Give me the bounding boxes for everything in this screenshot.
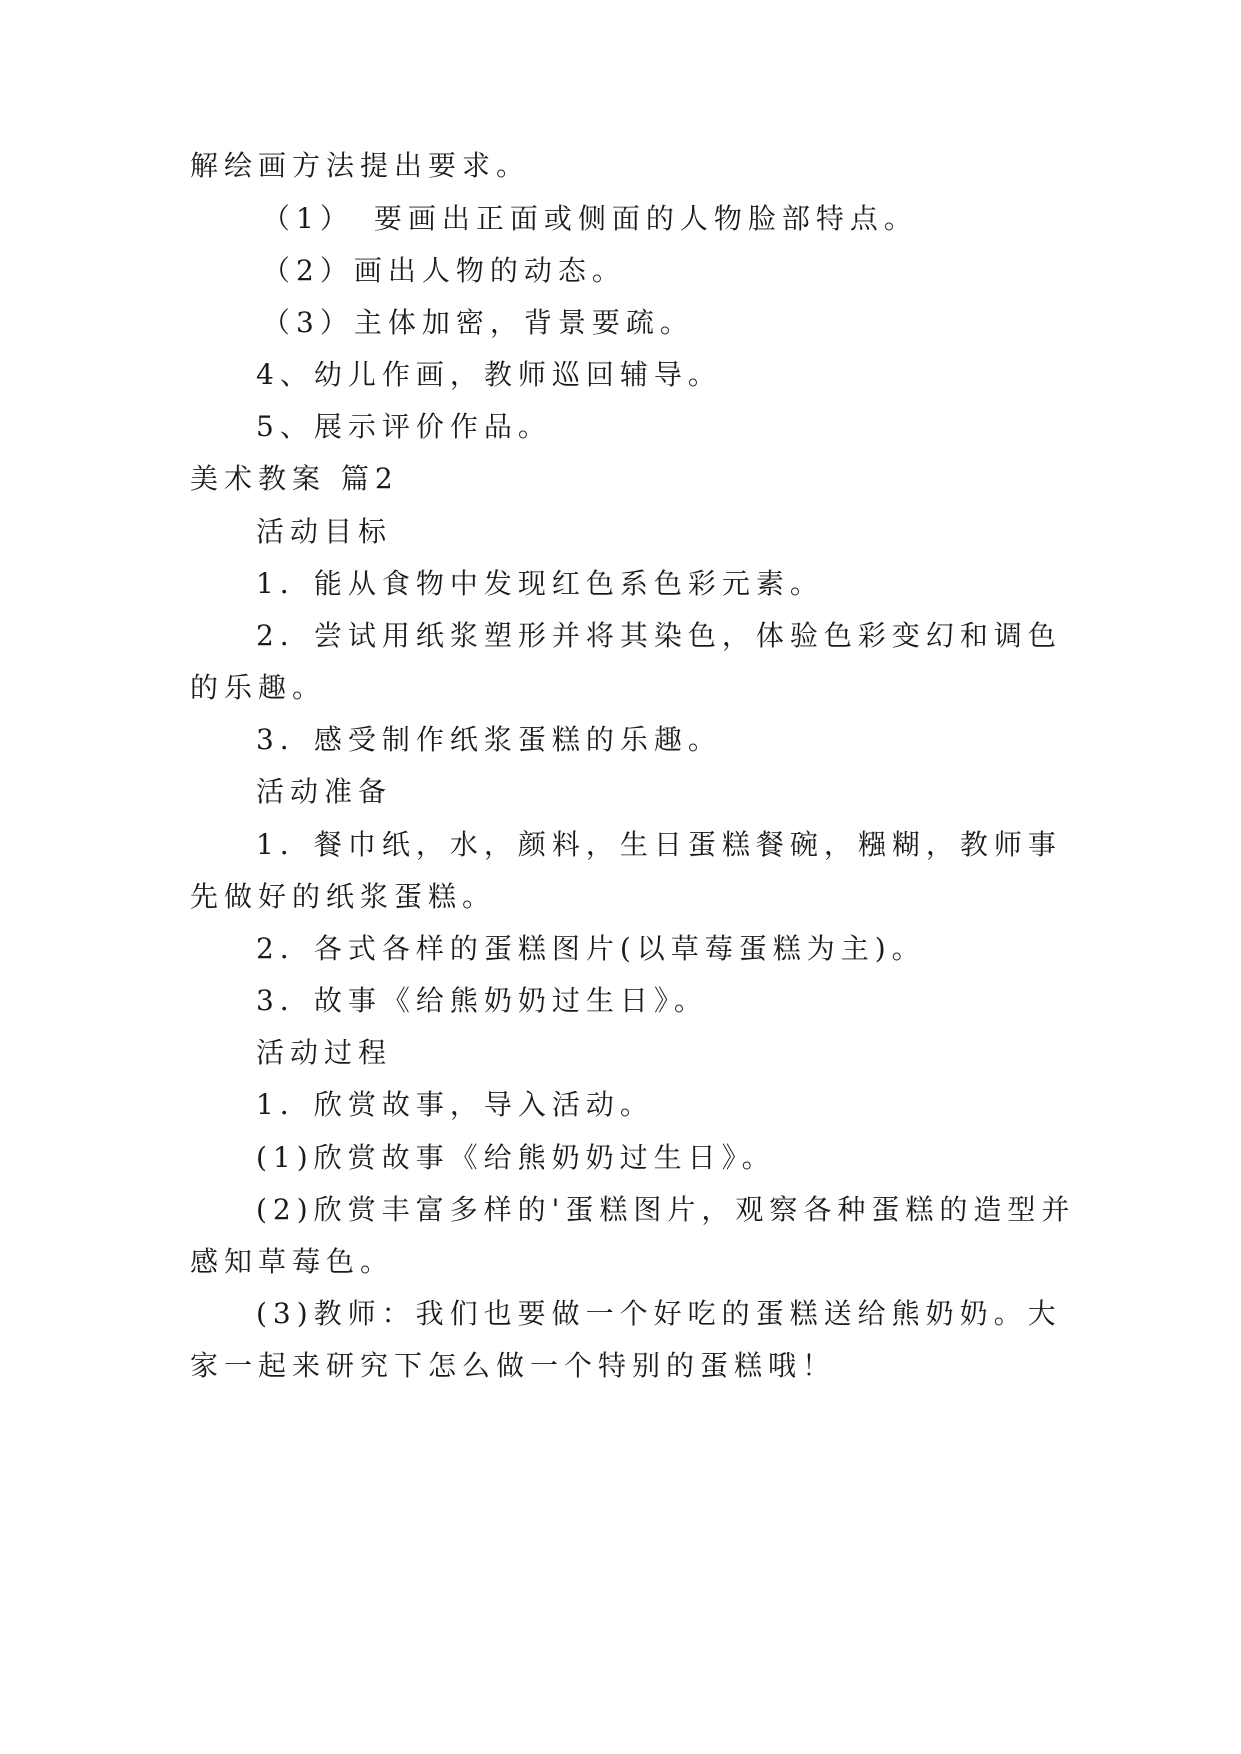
subsection-heading: 活动准备 bbox=[256, 775, 393, 808]
text-line: 3．感受制作纸浆蛋糕的乐趣。 bbox=[256, 723, 722, 756]
text-line: （1） 要画出正面或侧面的人物脸部特点。 bbox=[262, 202, 918, 235]
text-line: 2．尝试用纸浆塑形并将其染色，体验色彩变幻和调色 bbox=[256, 619, 1062, 652]
text-line: 先做好的纸浆蛋糕。 bbox=[190, 880, 497, 913]
text-line: 的乐趣。 bbox=[190, 671, 327, 704]
text-line: 感知草莓色。 bbox=[190, 1245, 395, 1278]
text-line: 2．各式各样的蛋糕图片(以草莓蛋糕为主)。 bbox=[256, 932, 926, 965]
section-heading: 美术教案 篇2 bbox=[190, 462, 399, 495]
text-line: 1．欣赏故事，导入活动。 bbox=[256, 1088, 654, 1121]
text-line: (1)欣赏故事《给熊奶奶过生日》。 bbox=[256, 1141, 776, 1174]
text-line: 3．故事《给熊奶奶过生日》。 bbox=[256, 984, 708, 1017]
text-line: (2)欣赏丰富多样的'蛋糕图片，观察各种蛋糕的造型并 bbox=[256, 1193, 1076, 1226]
text-line: （2）画出人物的动态。 bbox=[262, 254, 626, 287]
text-line: 解绘画方法提出要求。 bbox=[190, 149, 531, 182]
text-line: 1．餐巾纸，水，颜料，生日蛋糕餐碗，糨糊，教师事 bbox=[256, 828, 1062, 861]
text-line: 1．能从食物中发现红色系色彩元素。 bbox=[256, 567, 824, 600]
text-line: 5、展示评价作品。 bbox=[256, 410, 552, 443]
text-line: 4、幼儿作画，教师巡回辅导。 bbox=[256, 358, 722, 391]
text-line: 家一起来研究下怎么做一个特别的蛋糕哦！ bbox=[190, 1349, 837, 1382]
text-line: (3)教师：我们也要做一个好吃的蛋糕送给熊奶奶。大 bbox=[256, 1297, 1062, 1330]
subsection-heading: 活动目标 bbox=[256, 515, 393, 548]
subsection-heading: 活动过程 bbox=[256, 1036, 393, 1069]
text-line: （3）主体加密，背景要疏。 bbox=[262, 306, 694, 339]
